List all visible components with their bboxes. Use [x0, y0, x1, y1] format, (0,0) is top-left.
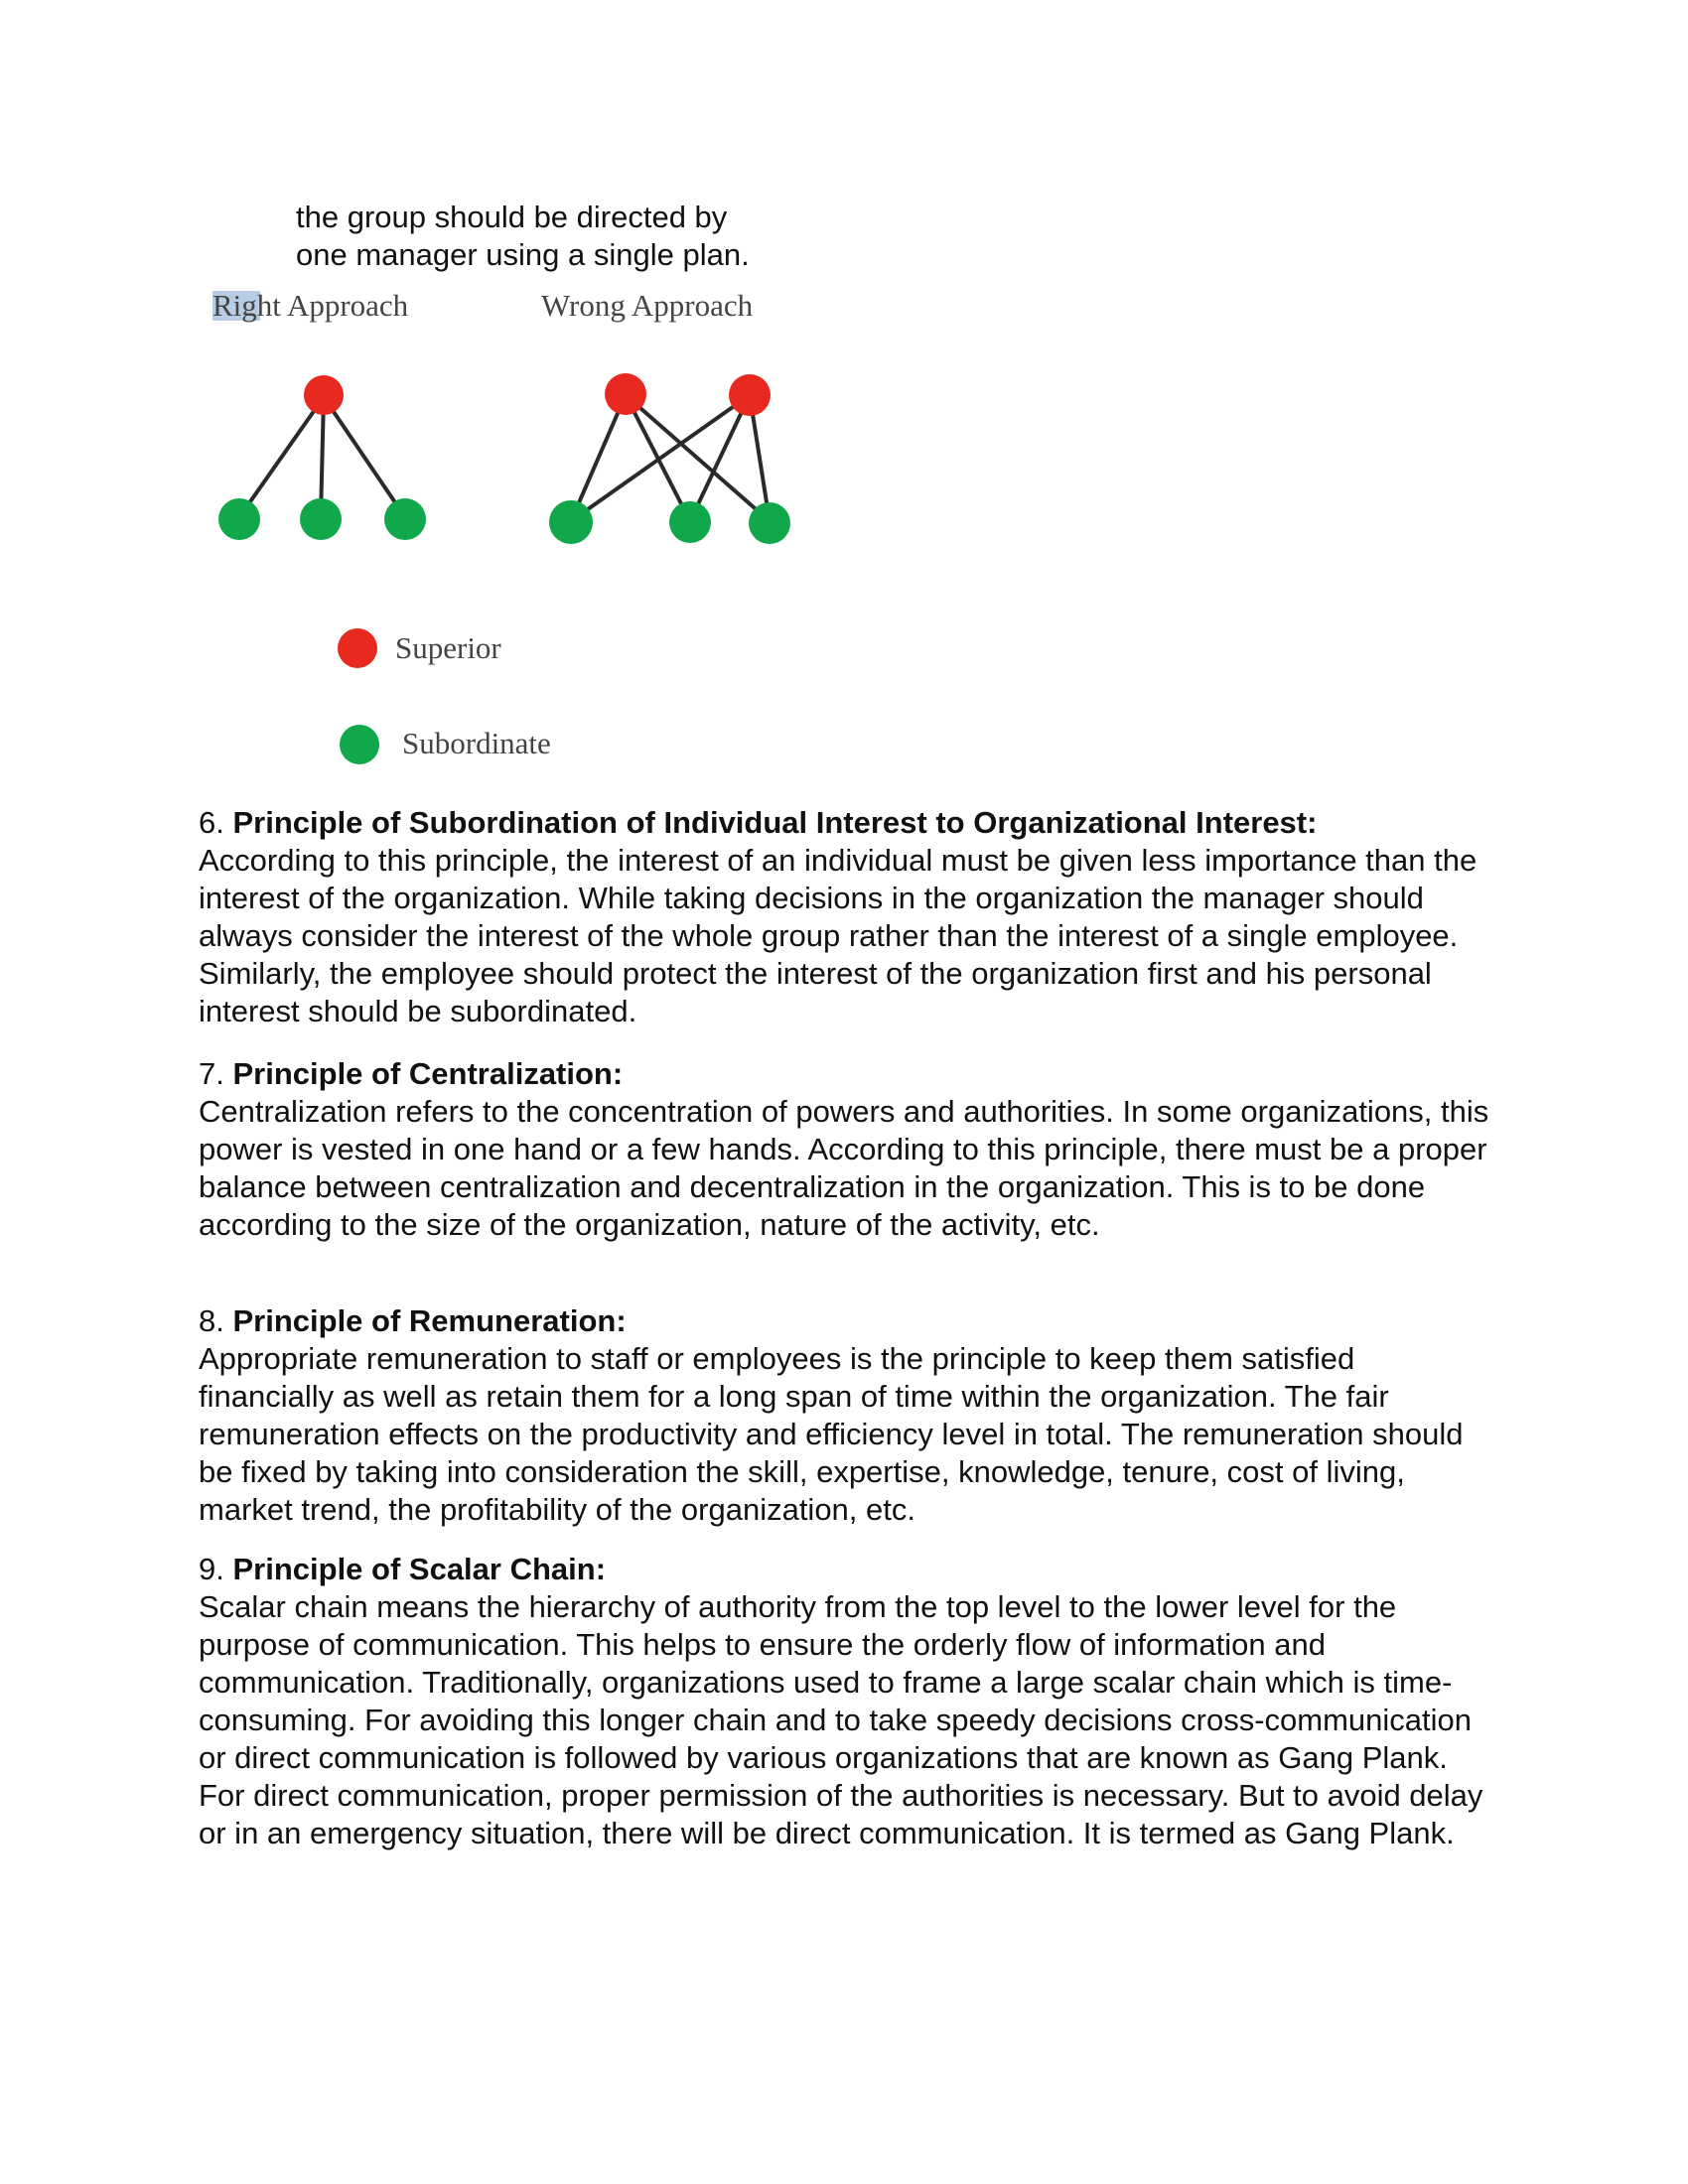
superior-node [729, 374, 771, 416]
section-6 [199, 804, 1489, 1030]
section-heading [199, 1302, 1489, 1340]
section-title: Principle of Subordination of Individual Interest to Organizational Interest: [232, 805, 1318, 840]
intro-line: the group should be directed by [296, 200, 728, 234]
subordinate-node [300, 498, 342, 540]
section-title: Principle of Scalar Chain: [232, 1552, 607, 1586]
subordinate-node [218, 498, 260, 540]
section-title: Principle of Centralization: [232, 1056, 624, 1091]
superior-node [605, 373, 646, 415]
section-7 [199, 1055, 1489, 1244]
diagram-legend [338, 628, 551, 764]
section-body: According to this principle, the interest of an individual must be given less importance than the interest of the organization. While taking decisions in the organization the manager should always consider the interest of the whole group rather than the interest of a single employee. Similarly, the employee should protect the interest of the organization first and his personal interest should be subordinated. [199, 843, 1477, 1028]
edge [239, 397, 324, 517]
section-number: 7. [199, 1056, 224, 1091]
section-heading [199, 1055, 1489, 1093]
section-number: 9. [199, 1552, 224, 1586]
unity-of-direction-diagram [199, 283, 834, 779]
superior-node [304, 375, 344, 415]
section-heading [199, 1551, 1489, 1588]
section-heading [199, 804, 1489, 842]
subordinate-node [549, 500, 593, 544]
section-number: 8. [199, 1303, 224, 1338]
subordinate-node [669, 501, 711, 543]
section-body: Centralization refers to the concentration of powers and authorities. In some organizations, this power is vested in one hand or a few hands. According to this principle, there must be a proper balance between centralization and decentralization in the organization. This is to be done according to the size of the organization, nature of the activity, etc. [199, 1094, 1489, 1242]
right-approach-label: Right Approach [212, 288, 409, 323]
section-8 [199, 1302, 1489, 1529]
wrong-approach-tree [549, 373, 790, 544]
subordinate-node [384, 498, 426, 540]
subordinate-legend-label: Subordinate [402, 726, 551, 760]
section-title: Principle of Remuneration: [232, 1303, 627, 1338]
section-number: 6. [199, 805, 224, 840]
subordinate-node [749, 502, 790, 544]
right-approach-tree [218, 375, 426, 540]
section-body: Scalar chain means the hierarchy of authority from the top level to the lower level for the purpose of communication. This helps to ensure the orderly flow of information and communication. Traditionally, organizations used to frame a large scalar chain which is time-consuming. For avoiding this longer chain and to take speedy decisions cross-communication or direct communication is followed by various organizations that are known as Gang Plank. For direct communication, proper permission of the authorities is necessary. But to avoid delay or in an emergency situation, there will be direct communication. It is termed as Gang Plank. [199, 1589, 1483, 1850]
superior-legend-marker [338, 628, 377, 668]
subordinate-legend-marker [340, 725, 379, 764]
wrong-approach-label: Wrong Approach [541, 288, 754, 323]
edge [324, 397, 405, 517]
intro-line: one manager using a single plan. [296, 237, 750, 272]
section-9 [199, 1551, 1489, 1852]
superior-legend-label: Superior [395, 630, 501, 665]
intro-text [296, 199, 750, 274]
section-body: Appropriate remuneration to staff or employees is the principle to keep them satisfied financially as well as retain them for a long span of time within the organization. The fair remuneration effects on the productivity and efficiency level in total. The remuneration should be fixed by taking into consideration the skill, expertise, knowledge, tenure, cost of living, market trend, the profitability of the organization, etc. [199, 1341, 1464, 1527]
